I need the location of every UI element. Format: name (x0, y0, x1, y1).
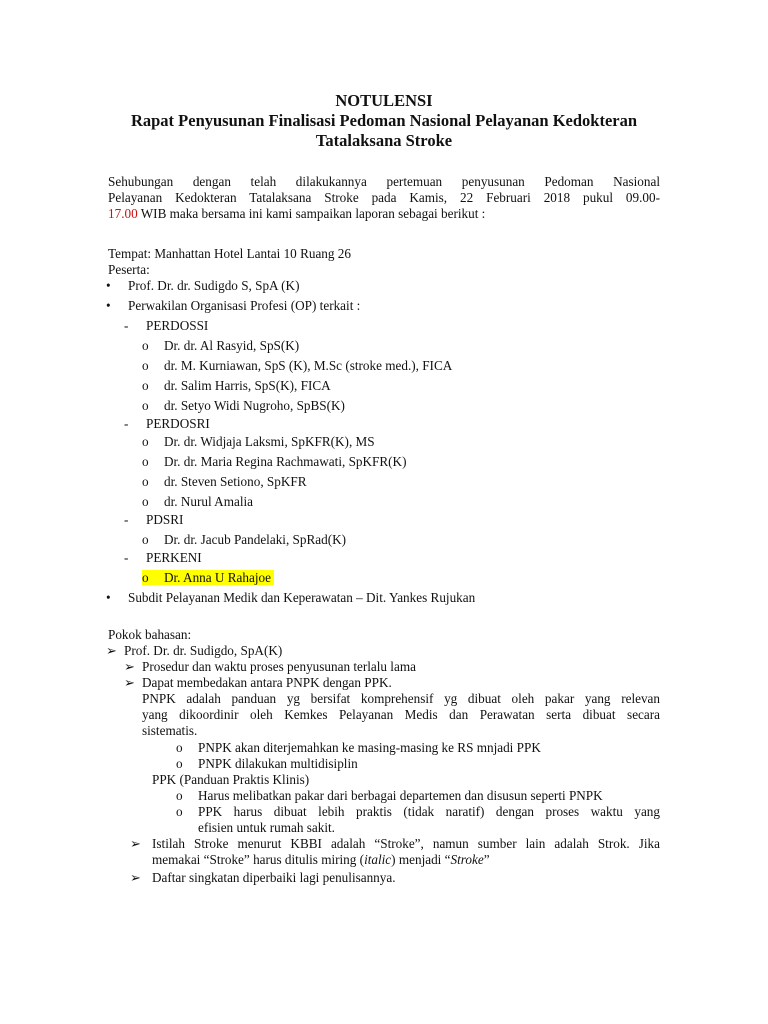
participant-bullet (106, 590, 475, 606)
member-name: Dr. dr. Maria Regina Rachmawati, SpKFR(K) (164, 454, 407, 469)
org-name: PERDOSRI (146, 416, 210, 431)
org-item (124, 512, 183, 528)
point-text: Daftar singkatan diperbaiki lagi penulisannya. (152, 870, 396, 885)
circle-bullet-icon: o (142, 358, 149, 373)
stroke-text-b: ) menjadi “ (391, 852, 451, 867)
member-item (142, 358, 452, 374)
ppk-subitem (176, 788, 603, 804)
circle-bullet-icon: o (142, 378, 149, 393)
subitem-text: PNPK dilakukan multidisiplin (198, 756, 358, 771)
org-item (124, 550, 202, 566)
circle-bullet-icon: o (142, 434, 149, 449)
subitem-text: PNPK akan diterjemahkan ke masing-masing ke RS mnjadi PPK (198, 740, 541, 755)
member-item (142, 338, 299, 354)
pnpk-line-2: yang dikoordinir oleh Kemkes Pelayanan Medis dan Perawatan serta dibuat secara (142, 707, 660, 722)
discussion-point (130, 836, 660, 852)
pnpk-line-3: sistematis. (142, 723, 198, 738)
org-item (124, 318, 208, 334)
discussion-point (124, 675, 392, 691)
participants-label: Peserta: (108, 262, 150, 277)
member-item (142, 532, 346, 548)
circle-bullet-icon: o (142, 570, 149, 585)
bullet-icon: • (106, 298, 111, 313)
org-name: PERDOSSI (146, 318, 209, 333)
member-item (142, 494, 253, 510)
member-item (142, 378, 331, 394)
discussion-label: Pokok bahasan: (108, 627, 192, 642)
ppk-subitem-continued: efisien untuk rumah sakit. (198, 820, 335, 835)
participant-bullet (106, 278, 299, 294)
member-name: dr. Salim Harris, SpS(K), FICA (164, 378, 331, 393)
arrowhead-icon: ➢ (124, 675, 136, 690)
member-name: Dr. dr. Al Rasyid, SpS(K) (164, 338, 300, 353)
member-name: dr. Setyo Widi Nugroho, SpBS(K) (164, 398, 345, 413)
dash-icon: - (124, 550, 129, 565)
intro-line-3 (108, 206, 485, 222)
participant-group-label: Perwakilan Organisasi Profesi (OP) terkait : (128, 298, 361, 313)
point-text: Istilah Stroke menurut KBBI adalah “Stroke”, namun sumber lain adalah Strok. Jika (152, 836, 660, 851)
pnpk-line-1: PNPK adalah panduan yg bersifat komprehensif yg dibuat oleh pakar yang relevan (142, 691, 660, 706)
circle-bullet-icon: o (176, 740, 183, 755)
member-item (142, 454, 406, 470)
discussion-speaker (106, 643, 282, 659)
circle-bullet-icon: o (142, 532, 149, 547)
member-item (142, 474, 307, 490)
end-time: 17.00 (108, 206, 138, 221)
document-title: NOTULENSI (335, 91, 433, 110)
point-text: Dapat membedakan antara PNPK dengan PPK. (142, 675, 392, 690)
dash-icon: - (124, 416, 129, 431)
arrowhead-icon: ➢ (106, 643, 118, 658)
member-item-highlighted (142, 570, 274, 586)
bullet-icon: • (106, 278, 111, 293)
member-name: dr. M. Kurniawan, SpS (K), M.Sc (stroke med.), FICA (164, 358, 453, 373)
ppk-label: PPK (Panduan Praktis Klinis) (152, 772, 310, 787)
circle-bullet-icon: o (142, 454, 149, 469)
circle-bullet-icon: o (142, 474, 149, 489)
arrowhead-icon: ➢ (130, 836, 142, 851)
circle-bullet-icon: o (142, 494, 149, 509)
circle-bullet-icon: o (176, 756, 183, 771)
intro-line-1: Sehubungan dengan telah dilakukannya pertemuan penyusunan Pedoman Nasional (108, 174, 660, 189)
speaker-name: Prof. Dr. dr. Sudigdo, SpA(K) (124, 643, 283, 658)
pnpk-subitem (176, 740, 541, 756)
point-text: Prosedur dan waktu proses penyusunan terlalu lama (142, 659, 416, 674)
member-item (142, 434, 375, 450)
intro-line-2: Pelayanan Kedokteran Tatalaksana Stroke pada Kamis, 22 Februari 2018 pukul 09.00- (108, 190, 660, 205)
arrowhead-icon: ➢ (124, 659, 136, 674)
circle-bullet-icon: o (176, 804, 183, 819)
member-name: Dr. dr. Widjaja Laksmi, SpKFR(K), MS (164, 434, 375, 449)
org-name: PERKENI (146, 550, 202, 565)
highlight-mark (142, 570, 274, 585)
dash-icon: - (124, 512, 129, 527)
document-subtitle-line2: Tatalaksana Stroke (315, 131, 453, 150)
participant-name: Prof. Dr. dr. Sudigdo S, SpA (K) (128, 278, 300, 293)
discussion-point (130, 870, 396, 886)
bullet-icon: • (106, 590, 111, 605)
stroke-line-2 (152, 852, 490, 868)
stroke-text-c: ” (483, 852, 490, 867)
circle-bullet-icon: o (176, 788, 183, 803)
dash-icon: - (124, 318, 129, 333)
stroke-italic-word: italic (364, 852, 392, 867)
org-name: PDSRI (146, 512, 184, 527)
intro-line-3-rest: WIB maka bersama ini kami sampaikan laporan sebagai berikut : (137, 206, 486, 221)
participant-group-label: Subdit Pelayanan Medik dan Keperawatan – Dit. Yankes Rujukan (128, 590, 476, 605)
discussion-point (124, 659, 416, 675)
member-name: dr. Steven Setiono, SpKFR (164, 474, 307, 489)
member-name: Dr. dr. Jacub Pandelaki, SpRad(K) (164, 532, 347, 547)
circle-bullet-icon: o (142, 338, 149, 353)
subitem-text: Harus melibatkan pakar dari berbagai departemen dan disusun seperti PNPK (198, 788, 603, 803)
member-item (142, 398, 345, 414)
pnpk-subitem (176, 756, 358, 772)
circle-bullet-icon: o (142, 398, 149, 413)
participant-bullet (106, 298, 360, 314)
stroke-italic-term: Stroke (450, 852, 484, 867)
stroke-text-a: memakai “Stroke” harus ditulis miring ( (152, 852, 365, 867)
document-subtitle-line1: Rapat Penyusunan Finalisasi Pedoman Nasional Pelayanan Kedokteran (130, 111, 638, 130)
member-name: dr. Nurul Amalia (164, 494, 254, 509)
member-name: Dr. Anna U Rahajoe (164, 570, 271, 585)
ppk-subitem (176, 804, 660, 820)
arrowhead-icon: ➢ (130, 870, 142, 885)
subitem-text: PPK harus dibuat lebih praktis (tidak naratif) dengan proses waktu yang (198, 804, 660, 819)
org-item (124, 416, 210, 432)
meeting-location: Tempat: Manhattan Hotel Lantai 10 Ruang 26 (108, 246, 351, 261)
